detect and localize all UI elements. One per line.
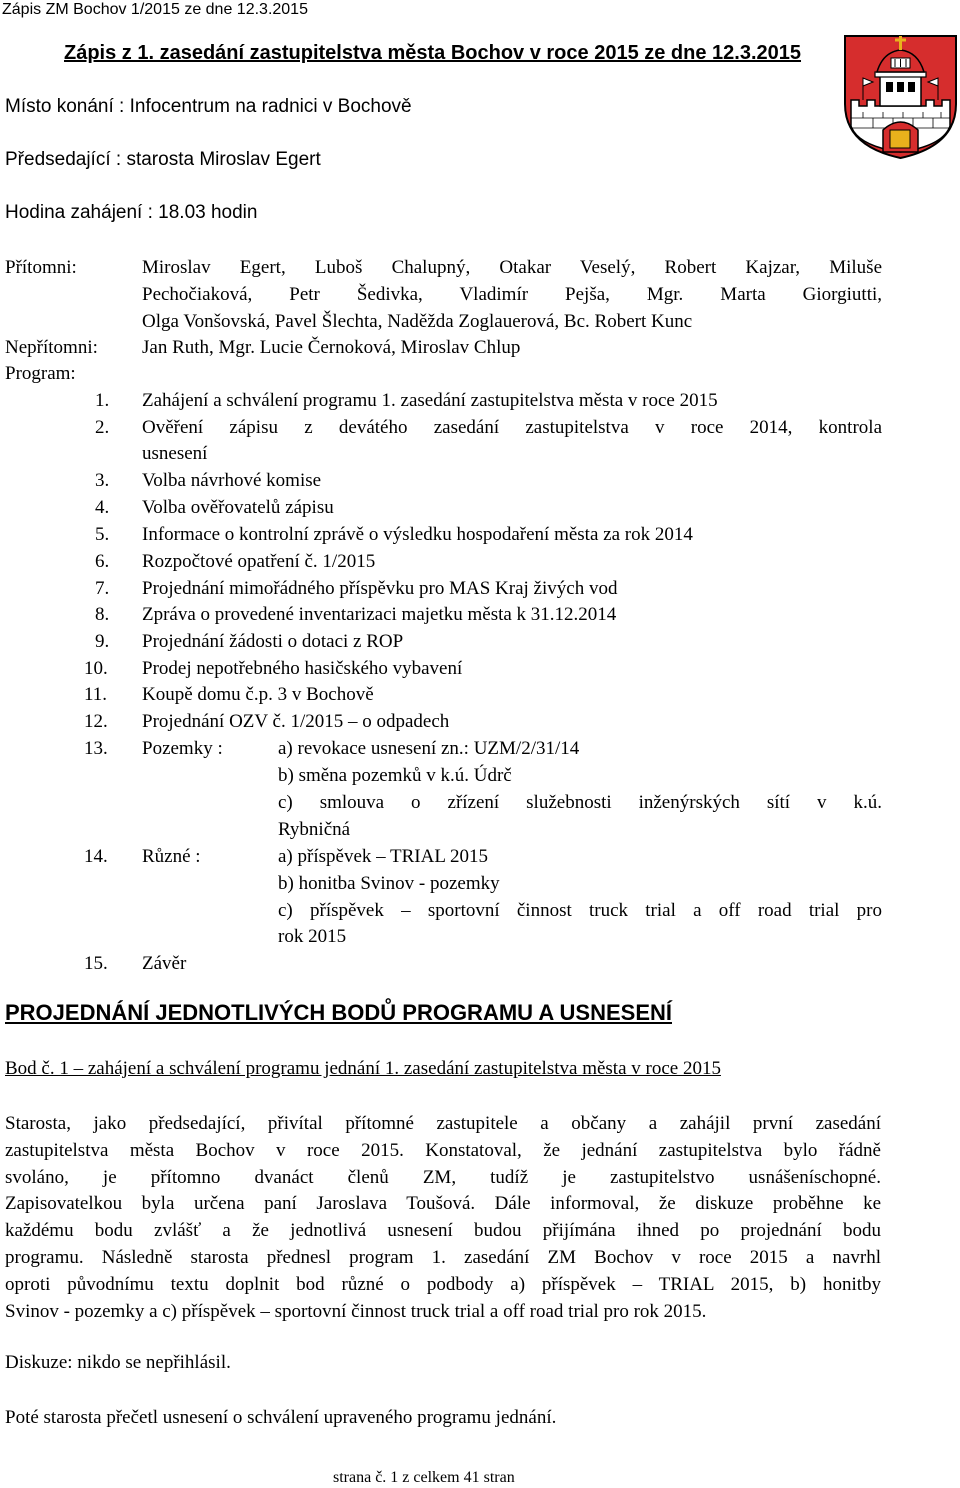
program-subitem: a) revokace usnesení zn.: UZM/2/31/14: [278, 738, 580, 759]
program-item-number: 5.: [95, 524, 110, 545]
absent-list: Jan Ruth, Mgr. Lucie Černoková, Miroslav Chlup: [142, 337, 521, 358]
program-item-text: Pozemky :: [142, 738, 223, 759]
closing-note: Poté starosta přečetl usnesení o schválení upraveného programu jednání.: [5, 1407, 557, 1428]
program-subitem: c) příspěvek – sportovní činnost truck trial a off road trial pro: [278, 900, 882, 921]
program-item-number: 13.: [84, 738, 108, 759]
program-item-number: 14.: [84, 846, 108, 867]
paragraph-line: programu. Následně starosta přednesl program 1. zasedání ZM Bochov v roce 2015 a navrhl: [5, 1246, 881, 1268]
program-item-number: 6.: [95, 551, 110, 572]
bod1-title: Bod č. 1 – zahájení a schválení programu jednání 1. zasedání zastupitelstva města v roce 2015: [5, 1058, 721, 1079]
program-item-number: 2.: [95, 417, 110, 438]
program-subitem: a) příspěvek – TRIAL 2015: [278, 846, 489, 867]
meeting-chair: Předsedající : starosta Miroslav Egert: [5, 149, 321, 170]
present-line-3: Olga Vonšovská, Pavel Šlechta, Naděžda Zoglauerová, Bc. Robert Kunc: [142, 311, 693, 332]
program-item-text: Zpráva o provedené inventarizaci majetku města k 31.12.2014: [142, 604, 617, 625]
program-item-continuation: usnesení: [142, 443, 208, 464]
absent-label: Nepřítomni:: [5, 337, 98, 358]
program-item-text: Různé :: [142, 846, 201, 867]
present-label: Přítomni:: [5, 257, 77, 278]
section-heading: PROJEDNÁNÍ JEDNOTLIVÝCH BODŮ PROGRAMU A USNESENÍ: [5, 1000, 672, 1025]
program-item-text: Rozpočtové opatření č. 1/2015: [142, 551, 376, 572]
paragraph-line: svoláno, je přítomno dvanáct členů ZM, tudíž je zastupitelstvo usnášeníschopné.: [5, 1166, 881, 1188]
program-subitem: rok 2015: [278, 926, 347, 947]
program-label: Program:: [5, 363, 76, 384]
present-line-1: Miroslav Egert, Luboš Chalupný, Otakar Veselý, Robert Kajzar, Miluše: [142, 257, 882, 278]
program-item-number: 1.: [95, 390, 110, 411]
present-line-2: Pechočiaková, Petr Šedivka, Vladimír Pejša, Mgr. Marta Giorgiutti,: [142, 284, 882, 305]
paragraph-line: Svinov - pozemky a c) příspěvek – sportovní činnost truck trial a off road trial pro rok 2015.: [5, 1300, 707, 1322]
paragraph-line: Starosta, jako předsedající, přivítal přítomné zastupitele a občany a zahájil první zasedání: [5, 1113, 881, 1134]
program-item-number: 4.: [95, 497, 110, 518]
program-item-text: Projednání OZV č. 1/2015 – o odpadech: [142, 711, 450, 732]
document-title: Zápis z 1. zasedání zastupitelstva města Bochov v roce 2015 ze dne 12.3.2015: [64, 42, 802, 64]
program-item-number: 10.: [84, 658, 108, 679]
program-item-number: 8.: [95, 604, 110, 625]
program-item-number: 11.: [84, 684, 108, 705]
program-subitem: b) směna pozemků v k.ú. Údrč: [278, 765, 512, 786]
program-item-number: 3.: [95, 470, 110, 491]
program-item-text: Zahájení a schválení programu 1. zasedání zastupitelstva města v roce 2015: [142, 390, 718, 411]
program-item-text: Závěr: [142, 953, 187, 974]
program-subitem: c) smlouva o zřízení služebnosti inženýrských sítí v k.ú.: [278, 792, 882, 813]
running-title: Zápis ZM Bochov 1/2015 ze dne 12.3.2015: [2, 1, 308, 18]
meeting-place: Místo konání : Infocentrum na radnici v Bochově: [5, 96, 412, 117]
program-item-text: Projednání žádosti o dotaci z ROP: [142, 631, 404, 652]
program-item-text: Projednání mimořádného příspěvku pro MAS Kraj živých vod: [142, 578, 618, 599]
program-item-number: 7.: [95, 578, 110, 599]
program-item-number: 12.: [84, 711, 108, 732]
program-subitem: Rybničná: [278, 819, 351, 840]
program-item-text: Volba návrhové komise: [142, 470, 322, 491]
program-subitem: b) honitba Svinov - pozemky: [278, 873, 500, 894]
paragraph-line: zastupitelstva města Bochov v roce 2015. Konstatoval, že jednání zastupitelstva bylo řádně: [5, 1139, 881, 1161]
bod1-paragraph: [5, 1111, 881, 1325]
program-item-text: Volba ověřovatelů zápisu: [142, 497, 334, 518]
program-item-text: Ověření zápisu z devátého zasedání zastupitelstva v roce 2014, kontrola: [142, 417, 882, 438]
program-item-number: 15.: [84, 953, 108, 974]
paragraph-line: Zapisovatelkou byla určena paní Jaroslava Toušová. Dále informoval, že diskuze proběhne ke: [5, 1193, 881, 1215]
meeting-start: Hodina zahájení : 18.03 hodin: [5, 202, 258, 223]
paragraph-line: každému bodu zvlášť a že jednotlivá usnesení budou přijímána ihned po projednání bodu: [5, 1220, 881, 1242]
coat-of-arms: [843, 34, 958, 160]
paragraph-line: oproti původnímu textu doplnit bod různé o podbody a) příspěvek – TRIAL 2015, b) honitby: [5, 1273, 881, 1295]
page-footer: strana č. 1 z celkem 41 stran: [333, 1469, 515, 1486]
discussion-note: Diskuze: nikdo se nepřihlásil.: [5, 1352, 231, 1373]
program-item-number: 9.: [95, 631, 110, 652]
program-item-text: Koupě domu č.p. 3 v Bochově: [142, 684, 374, 705]
program-item-text: Prodej nepotřebného hasičského vybavení: [142, 658, 463, 679]
program-item-text: Informace o kontrolní zprávě o výsledku hospodaření města za rok 2014: [142, 524, 693, 545]
